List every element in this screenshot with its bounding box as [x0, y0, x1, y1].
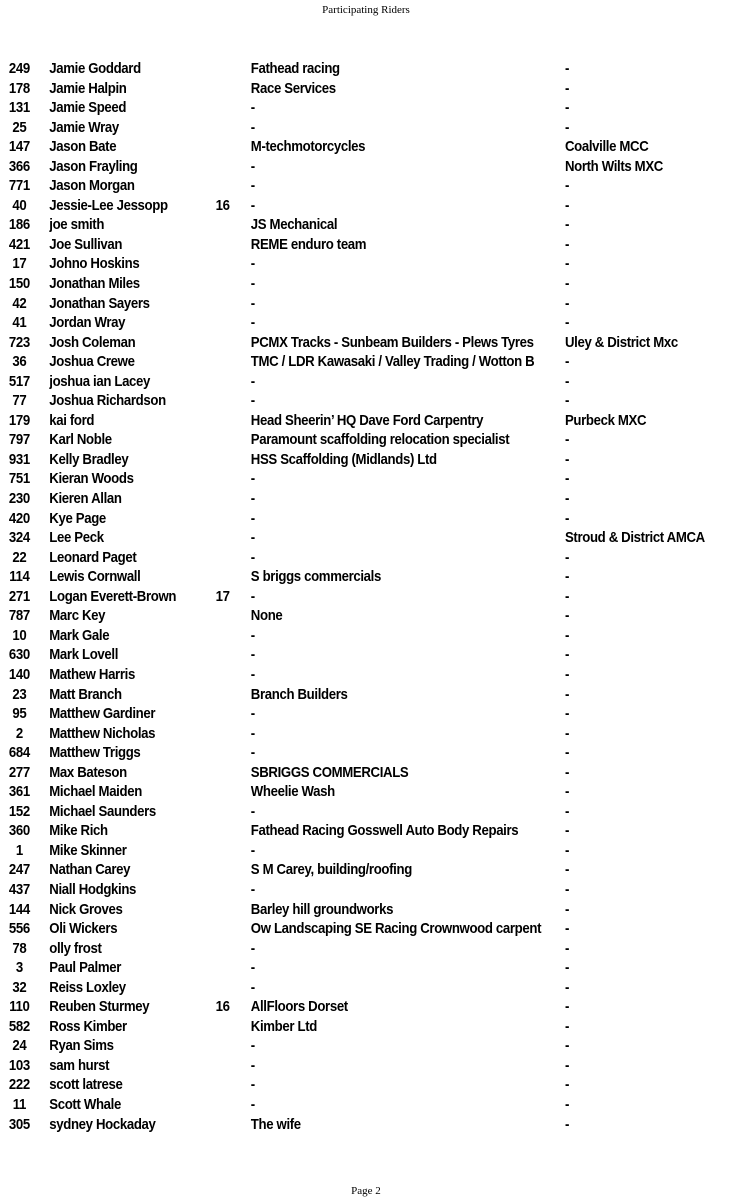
rider-number: 437 [8, 880, 30, 898]
rider-name: Jamie Goddard [49, 60, 141, 77]
rider-number: 271 [8, 587, 30, 605]
rider-number: 222 [8, 1076, 30, 1094]
rider-club: - [564, 99, 570, 117]
rider-team: - [250, 880, 255, 898]
rider-name: Leonard Paget [49, 548, 137, 566]
rider-team: Race Services [250, 79, 336, 97]
rider-team: REME enduro team [250, 235, 367, 253]
rider-number: 931 [8, 450, 30, 468]
rider-name: Jonathan Miles [49, 275, 140, 293]
rider-club: - [564, 372, 570, 390]
rider-club: - [564, 783, 570, 801]
rider-team: None [250, 607, 283, 625]
rider-name: Ross Kimber [49, 1017, 127, 1035]
rider-team: - [250, 548, 255, 566]
rider-name: Karl Noble [49, 431, 112, 449]
page-title: Participating Riders [322, 4, 410, 16]
rider-club: - [564, 646, 570, 664]
rider-name: Max Bateson [49, 763, 127, 781]
rider-club: - [564, 959, 570, 977]
rider-club: - [564, 724, 570, 742]
rider-number: 147 [8, 138, 30, 156]
rider-team: - [250, 802, 255, 820]
rider-number: 150 [8, 275, 30, 293]
rider-name: olly frost [49, 939, 102, 957]
rider-number: 797 [8, 431, 30, 449]
rider-name: Marc Key [49, 607, 106, 625]
rider-club: - [564, 920, 570, 938]
rider-name: kai ford [49, 411, 95, 429]
rider-name: joe smith [49, 216, 105, 234]
rider-number: 23 [12, 685, 27, 703]
rider-number: 42 [12, 294, 27, 312]
rider-team: - [250, 157, 255, 175]
rider-team: - [250, 1037, 255, 1055]
rider-name: Josh Coleman [49, 333, 136, 351]
rider-team: - [250, 529, 255, 547]
rider-club: - [564, 1017, 570, 1035]
rider-age: 17 [215, 587, 230, 605]
rider-number: 361 [8, 783, 30, 801]
rider-team: - [250, 1076, 255, 1094]
rider-number: 10 [12, 626, 27, 644]
rider-club: - [564, 568, 570, 586]
rider-club: - [564, 1076, 570, 1094]
rider-team: - [250, 294, 255, 312]
rider-name: Mathew Harris [49, 665, 135, 683]
rider-number: 324 [8, 529, 30, 547]
rider-team: JS Mechanical [250, 216, 338, 234]
rider-number: 95 [12, 705, 27, 723]
rider-number: 36 [12, 353, 27, 371]
rider-club: - [564, 79, 570, 97]
rider-number: 186 [8, 216, 30, 234]
rider-team: Branch Builders [250, 685, 348, 703]
rider-team: Paramount scaffolding relocation specialist [250, 431, 510, 449]
rider-club: - [564, 1037, 570, 1055]
rider-team: - [250, 724, 255, 742]
rider-number: 556 [8, 920, 30, 938]
rider-number: 25 [12, 118, 27, 136]
rider-club: - [564, 978, 570, 996]
rider-name: Matthew Nicholas [49, 724, 156, 742]
rider-team: Fathead Racing Gosswell Auto Body Repairs [250, 822, 519, 840]
rider-name: Joe Sullivan [49, 235, 123, 253]
rider-number: 152 [8, 802, 30, 820]
rider-club: - [564, 1095, 570, 1113]
rider-team: Barley hill groundworks [250, 900, 394, 918]
rider-number: 3 [15, 959, 23, 977]
rider-club: - [564, 998, 570, 1016]
rider-club: - [564, 353, 570, 371]
rider-team: - [250, 275, 255, 293]
rider-club: - [564, 939, 570, 957]
rider-club: - [564, 392, 570, 410]
rider-name: scott latrese [49, 1076, 123, 1094]
rider-number: 366 [8, 157, 30, 175]
rider-name: Joshua Richardson [49, 392, 166, 410]
rider-name: Nick Groves [49, 900, 123, 918]
rider-number: 110 [9, 998, 30, 1016]
rider-club: - [564, 450, 570, 468]
rider-name: Scott Whale [49, 1095, 121, 1113]
rider-number: 140 [8, 665, 30, 683]
rider-club: North Wilts MXC [564, 157, 663, 175]
rider-name: Kieran Woods [49, 470, 134, 488]
rider-team: - [250, 646, 255, 664]
rider-name: Paul Palmer [49, 959, 121, 977]
rider-number: 11 [12, 1095, 26, 1113]
rider-number: 24 [12, 1037, 27, 1055]
rider-number: 32 [12, 978, 27, 996]
rider-number: 787 [8, 607, 30, 625]
rider-club: - [564, 900, 570, 918]
rider-team: HSS Scaffolding (Midlands) Ltd [250, 450, 437, 468]
rider-club: - [564, 607, 570, 625]
page-number: Page 2 [351, 1185, 381, 1197]
rider-number: 22 [12, 548, 27, 566]
rider-club: - [564, 255, 570, 273]
rider-number: 277 [8, 763, 30, 781]
rider-number: 178 [8, 79, 30, 97]
rider-name: Jamie Wray [49, 118, 119, 136]
rider-team: SBRIGGS COMMERCIALS [250, 763, 409, 781]
rider-name: Jamie Halpin [49, 79, 127, 97]
rider-club: - [564, 685, 570, 703]
rider-club: - [564, 235, 570, 253]
rider-club: - [564, 744, 570, 762]
rider-name: Kieren Allan [49, 490, 122, 508]
rider-club: - [564, 60, 570, 77]
rider-number: 360 [8, 822, 30, 840]
rider-name: Mark Lovell [49, 646, 119, 664]
rider-number: 751 [8, 470, 30, 488]
rider-number: 17 [12, 255, 27, 273]
rider-club: - [564, 548, 570, 566]
rider-name: Oli Wickers [49, 920, 118, 938]
rider-name: joshua ian Lacey [49, 372, 151, 390]
rider-club: Uley & District Mxc [564, 333, 678, 351]
rider-team: - [250, 392, 255, 410]
rider-team: - [250, 959, 255, 977]
rider-name: Matthew Gardiner [49, 705, 156, 723]
rider-name: Jessie-Lee Jessopp [49, 196, 168, 214]
rider-club: - [564, 861, 570, 879]
rider-team: - [250, 255, 255, 273]
rider-team: AllFloors Dorset [250, 998, 348, 1016]
rider-team: - [250, 490, 255, 508]
rider-name: Jason Frayling [49, 157, 138, 175]
rider-number: 1 [15, 841, 23, 859]
rider-name: Mark Gale [49, 626, 110, 644]
rider-club: - [564, 470, 570, 488]
rider-club: - [564, 294, 570, 312]
rider-club: Purbeck MXC [564, 411, 647, 429]
rider-number: 77 [12, 392, 27, 410]
rider-number: 630 [8, 646, 30, 664]
rider-club: - [564, 802, 570, 820]
rider-team: - [250, 705, 255, 723]
rider-club: Stroud & District AMCA [564, 529, 705, 547]
rider-team: - [250, 196, 255, 214]
rider-team: - [250, 118, 255, 136]
rider-number: 179 [8, 411, 30, 429]
rider-number: 684 [8, 744, 30, 762]
rider-number: 230 [8, 490, 30, 508]
rider-name: Kelly Bradley [49, 450, 129, 468]
rider-number: 114 [9, 568, 30, 586]
rider-club: - [564, 841, 570, 859]
rider-name: Matthew Triggs [49, 744, 141, 762]
rider-number: 305 [8, 1115, 30, 1133]
rider-team: - [250, 177, 255, 195]
rider-club: - [564, 626, 570, 644]
rider-name: Reuben Sturmey [49, 998, 150, 1016]
rider-team: - [250, 372, 255, 390]
rider-club: - [564, 275, 570, 293]
rider-name: Jordan Wray [49, 314, 126, 332]
rider-club: - [564, 822, 570, 840]
rider-name: Lewis Cornwall [49, 568, 141, 586]
rider-club: - [564, 705, 570, 723]
rider-age: 16 [215, 196, 230, 214]
rider-team: - [250, 665, 255, 683]
rider-number: 723 [8, 333, 30, 351]
rider-team: Fathead racing [250, 60, 340, 77]
rider-club: - [564, 490, 570, 508]
rider-name: Jason Morgan [49, 177, 135, 195]
rider-name: Joshua Crewe [49, 353, 135, 371]
rider-number: 78 [12, 939, 27, 957]
rider-name: Ryan Sims [49, 1037, 114, 1055]
rider-team: Ow Landscaping SE Racing Crownwood carpent [250, 920, 542, 938]
rider-number: 40 [12, 196, 27, 214]
rider-team: - [250, 939, 255, 957]
rider-name: Johno Hoskins [49, 255, 140, 273]
rider-team: - [250, 841, 255, 859]
rider-number: 131 [8, 99, 30, 117]
rider-club: - [564, 118, 570, 136]
rider-number: 41 [12, 314, 27, 332]
rider-name: Michael Maiden [49, 783, 142, 801]
rider-name: sydney Hockaday [49, 1115, 156, 1133]
rider-team: The wife [250, 1115, 301, 1133]
rider-team: Kimber Ltd [250, 1017, 317, 1035]
rider-name: Reiss Loxley [49, 978, 126, 996]
rider-club: - [564, 216, 570, 234]
rider-name: Logan Everett-Brown [49, 587, 177, 605]
rider-age: 16 [215, 998, 230, 1016]
rider-team: - [250, 744, 255, 762]
rider-club: Coalville MCC [564, 138, 649, 156]
rider-number: 144 [8, 900, 30, 918]
rider-club: - [564, 1115, 570, 1133]
rider-name: Jamie Speed [49, 99, 127, 117]
rider-team: Head Sheerin’ HQ Dave Ford Carpentry [250, 411, 484, 429]
rider-team: - [250, 509, 255, 527]
rider-club: - [564, 196, 570, 214]
rider-name: Jonathan Sayers [49, 294, 150, 312]
rider-number: 582 [8, 1017, 30, 1035]
rider-number: 2 [15, 724, 23, 742]
rider-number: 420 [8, 509, 30, 527]
rider-name: sam hurst [49, 1056, 110, 1074]
rider-club: - [564, 880, 570, 898]
rider-club: - [564, 665, 570, 683]
rider-name: Jason Bate [49, 138, 117, 156]
rider-team: - [250, 314, 255, 332]
rider-number: 103 [8, 1056, 30, 1074]
rider-team: - [250, 1095, 255, 1113]
rider-team: - [250, 470, 255, 488]
rider-name: Kye Page [49, 509, 106, 527]
rider-name: Niall Hodgkins [49, 880, 137, 898]
rider-team: M-techmotorcycles [250, 138, 366, 156]
rider-team: - [250, 587, 255, 605]
rider-name: Nathan Carey [49, 861, 131, 879]
rider-name: Michael Saunders [49, 802, 156, 820]
rider-number: 771 [8, 177, 30, 195]
rider-club: - [564, 177, 570, 195]
rider-club: - [564, 431, 570, 449]
rider-club: - [564, 1056, 570, 1074]
rider-team: Wheelie Wash [250, 783, 335, 801]
rider-number: 247 [8, 861, 30, 879]
rider-team: - [250, 978, 255, 996]
rider-club: - [564, 509, 570, 527]
rider-club: - [564, 314, 570, 332]
rider-team: S briggs commercials [250, 568, 381, 586]
rider-name: Mike Rich [49, 822, 108, 840]
rider-team: - [250, 1056, 255, 1074]
rider-number: 517 [8, 372, 30, 390]
rider-club: - [564, 763, 570, 781]
rider-team: - [250, 626, 255, 644]
rider-number: 249 [8, 60, 30, 77]
rider-name: Matt Branch [49, 685, 122, 703]
rider-team: - [250, 99, 255, 117]
rider-club: - [564, 587, 570, 605]
rider-name: Mike Skinner [49, 841, 127, 859]
rider-number: 421 [8, 235, 30, 253]
rider-team: TMC / LDR Kawasaki / Valley Trading / Wotton B [250, 353, 535, 371]
rider-name: Lee Peck [49, 529, 104, 547]
rider-team: PCMX Tracks - Sunbeam Builders - Plews Tyres [250, 333, 534, 351]
rider-team: S M Carey, building/roofing [250, 861, 412, 879]
